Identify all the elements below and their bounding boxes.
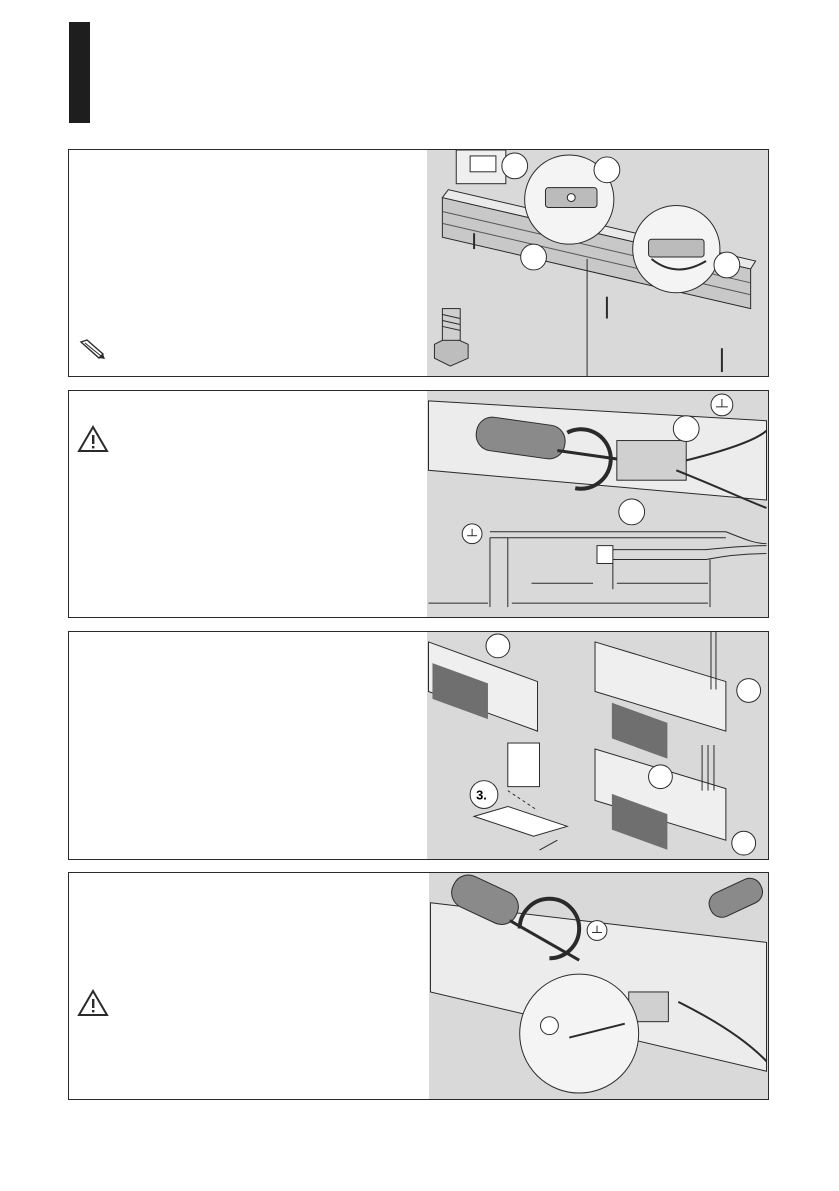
section-tab-marker bbox=[69, 22, 90, 123]
terminal-screwdriver-drawing bbox=[429, 873, 768, 1099]
rail-mounting-drawing bbox=[427, 150, 768, 376]
step-3-callout-label: 3. bbox=[476, 787, 487, 803]
warning-icon bbox=[77, 425, 109, 453]
pencil-note-icon bbox=[77, 338, 107, 360]
step-1-illustration bbox=[427, 150, 768, 376]
step-3-panel bbox=[68, 631, 769, 860]
step-1-panel bbox=[68, 149, 769, 377]
step-3-illustration bbox=[427, 632, 768, 859]
earth-wire-connection-drawing bbox=[427, 391, 768, 617]
step-4-illustration bbox=[429, 873, 768, 1099]
step-2-illustration bbox=[427, 391, 768, 617]
warning-icon bbox=[77, 989, 109, 1017]
step-4-panel bbox=[68, 872, 769, 1100]
step-2-panel bbox=[68, 390, 769, 618]
cover-plate-assembly-drawing bbox=[427, 632, 768, 859]
